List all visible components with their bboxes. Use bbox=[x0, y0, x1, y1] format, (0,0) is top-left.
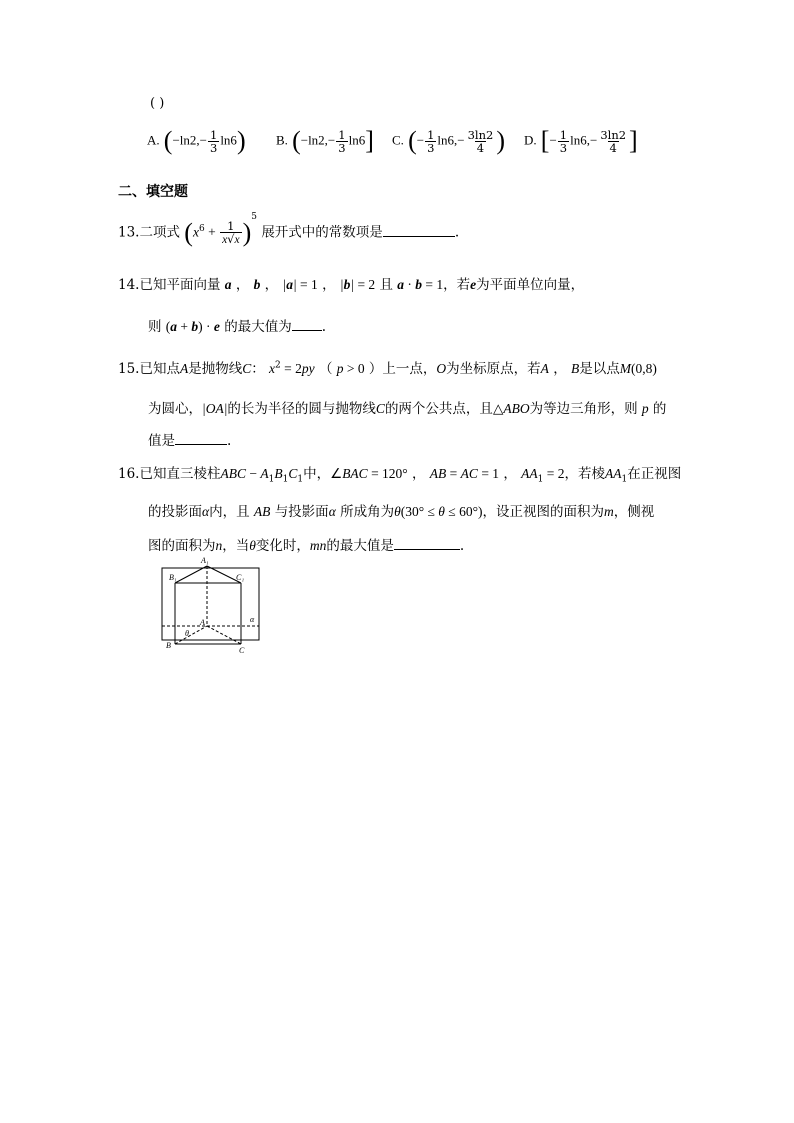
question-14-line2: 则 (a + b) · e 的最大值为 . bbox=[148, 319, 327, 335]
q14-text-e: 的最大值为 bbox=[224, 319, 292, 335]
option-a: A. (−ln2,− $\frac{1}{3}$ ln6) bbox=[147, 126, 246, 155]
q16-text-i: ，设正视图的面积为 bbox=[482, 504, 604, 520]
q13-prefix: 二项式 bbox=[139, 224, 180, 241]
label-b1: B₁ bbox=[169, 573, 177, 582]
option-b-label: B. bbox=[276, 132, 288, 148]
q15-end: . bbox=[227, 433, 232, 449]
q15-text-d: 为坐标原点，若 bbox=[446, 361, 541, 377]
option-d: D. [− $\frac{1}{3}$ ln6,− $\frac{3\ln 2}{4}$ ] bbox=[524, 126, 638, 155]
q16-text-e: 的投影面 bbox=[148, 504, 202, 520]
answer-paren: ( ) bbox=[150, 96, 165, 111]
option-c-label: C. bbox=[392, 132, 404, 148]
q16-text-h: 所成角为 bbox=[340, 504, 395, 520]
q16-text-k: 图的面积为 bbox=[148, 538, 216, 554]
q16-answer-blank bbox=[394, 547, 460, 550]
label-a1: A₁ bbox=[201, 556, 209, 565]
q15-text-b: 是抛物线 bbox=[188, 361, 243, 377]
q15-text-i: 为等边三角形，则 bbox=[529, 401, 638, 417]
q15-text-c: 上一点， bbox=[382, 361, 437, 377]
q16-text-f: 内，且 bbox=[209, 504, 250, 520]
q16-text-n: 的最大值是 bbox=[326, 538, 394, 554]
q15-text-j: 的 bbox=[652, 401, 667, 417]
question-15-line2: 为圆心，|OA|的长为半径的圆与抛物线C的两个公共点，且△ABO为等边三角形，则 p 的 bbox=[148, 401, 667, 417]
q16-text-b: 中， bbox=[303, 466, 331, 482]
question-14-line1: 14.已知平面向量 a ， b ， |a| = 1 ， |b| = 2 且 a · b = 1，若e为平面单位向量， bbox=[118, 277, 585, 293]
question-16-line3: 图的面积为n，当θ变化时，mn的最大值是 . bbox=[148, 538, 465, 554]
q14-text-d: 则 bbox=[148, 319, 162, 335]
q14-text-b: ，若 bbox=[443, 277, 471, 293]
q16-text-l: ，当 bbox=[222, 538, 250, 554]
q15-number: 15. bbox=[118, 361, 140, 377]
q13-end: . bbox=[454, 224, 460, 241]
q16-text-g: 与投影面 bbox=[274, 504, 329, 520]
q15-text-f: 为圆心， bbox=[148, 401, 202, 417]
q15-answer-blank bbox=[175, 442, 227, 445]
q16-text-a: 已知直三棱柱 bbox=[139, 466, 221, 482]
edge-b1-a1 bbox=[175, 566, 207, 583]
prism-figure bbox=[156, 552, 268, 656]
q16-text-d: 在正视图 bbox=[627, 466, 682, 482]
q15-text-k: 值是 bbox=[148, 433, 175, 449]
q16-text-j: ，侧视 bbox=[613, 504, 655, 520]
label-a: A bbox=[200, 618, 205, 627]
q13-answer-blank bbox=[383, 234, 455, 237]
q15-text-g: 的长为半径的圆与抛物线 bbox=[227, 401, 376, 417]
question-16-line2: 的投影面α内，且 AB 与投影面α 所成角为θ(30° ≤ θ ≤ 60°)，设正视图的面积为m，侧视 bbox=[148, 504, 655, 520]
q16-text-c: ，若棱 bbox=[564, 466, 606, 482]
label-theta: θ bbox=[185, 629, 189, 638]
edge-ac-hidden bbox=[207, 626, 241, 644]
q16-number: 16. bbox=[118, 466, 140, 482]
q14-text-c: 为平面单位向量， bbox=[476, 277, 585, 293]
option-d-label: D. bbox=[524, 132, 537, 148]
q14-number: 14. bbox=[118, 277, 140, 293]
q15-text-a: 已知点 bbox=[139, 361, 180, 377]
label-c1: C₁ bbox=[236, 573, 245, 582]
q15-text-e: 是以点 bbox=[579, 361, 620, 377]
option-a-label: A. bbox=[147, 132, 160, 148]
q13-suffix: 展开式中的常数项是 bbox=[261, 224, 383, 241]
edge-ab-hidden bbox=[175, 626, 207, 644]
section-title: 二、填空题 bbox=[118, 184, 188, 200]
q16-text-m: 变化时， bbox=[255, 538, 310, 554]
q13-number: 13. bbox=[118, 224, 140, 241]
label-b: B bbox=[166, 641, 171, 650]
option-b: B. (−ln2,− $\frac{1}{3}$ ln6] bbox=[276, 126, 374, 155]
question-15-line1: 15.已知点A是抛物线C： $x^2 = 2py$ （ p > 0 ）上一点，O为坐标原点，若A ， B是以点M(0,8) bbox=[118, 360, 657, 377]
label-alpha: α bbox=[250, 615, 255, 624]
q14-end: . bbox=[321, 319, 327, 335]
q14-text-a: 已知平面向量 bbox=[139, 277, 221, 293]
question-13: 13.二项式 ($x^6$ + $\frac{1}{x√x}$ )$^5$ 展开式中的常数项是 . bbox=[118, 212, 460, 247]
option-c: C. (− $\frac{1}{3}$ ln6,− $\frac{3\ln 2}{4}$ ) bbox=[392, 126, 505, 155]
question-15-line3 bbox=[148, 429, 231, 449]
q16-end: . bbox=[459, 538, 465, 554]
question-16-line1: 16.已知直三棱柱ABC − $A_1B_1C_1$中，∠BAC = 120° ， AB = AC = 1 ， $AA_1 = 2$，若棱$AA_1$在正视图 bbox=[118, 466, 682, 485]
q15-text-h: 的两个公共点，且 bbox=[384, 401, 493, 417]
q14-answer-blank bbox=[292, 328, 322, 331]
label-c: C bbox=[239, 646, 245, 655]
